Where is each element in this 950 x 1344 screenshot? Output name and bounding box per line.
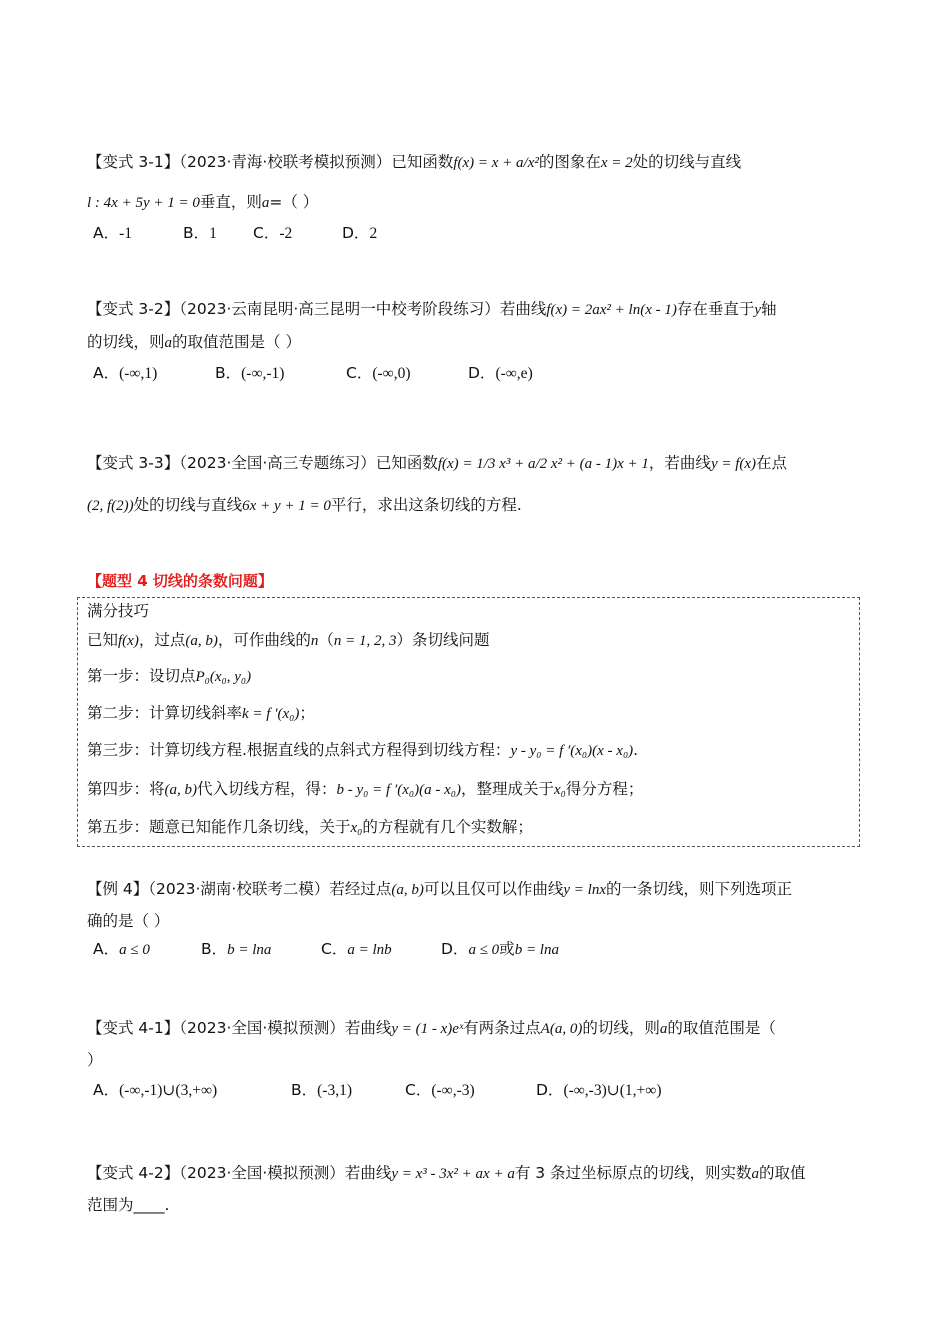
question-ex4-line2: 确的是（ ） [87, 912, 170, 930]
question-source: （2023·全国·模拟预测） [179, 1164, 345, 1182]
question-label: 【例 4】 [87, 880, 149, 898]
math-expression: f(x) = x + a/x² [453, 155, 539, 171]
question-source: （2023·全国·模拟预测） [179, 1019, 345, 1037]
question-label: 【变式 3-3】 [87, 454, 180, 472]
math-expression: y = lnx [563, 882, 606, 898]
question-v4-1-line1: 【变式 4-1】（2023·全国·模拟预测）若曲线y = (1 - x)eˣ有两条过点A(a, 0)的切线，则a的取值范围是（ [87, 1019, 776, 1037]
option-c[interactable]: C．(-∞,0) [346, 364, 411, 382]
math-expression: y [754, 302, 762, 318]
option-b[interactable]: B．(-∞,-1) [215, 364, 285, 382]
tips-line-1: 已知f(x)，过点(a, b)，可作曲线的n（n = 1, 2, 3）条切线问题 [87, 631, 490, 649]
tips-step-4: 第四步：将(a, b)代入切线方程，得：b - y₀ = f ′(x₀)(a - x₀)，整理成关于x₀得分方程； [87, 780, 644, 798]
math-expression: (2, f(2)) [87, 498, 134, 514]
question-source: （2023·云南昆明·高三昆明一中校考阶段练习） [179, 300, 500, 318]
tips-title: 满分技巧 [87, 602, 150, 620]
option-c[interactable]: C．(-∞,-3) [405, 1081, 475, 1099]
tips-step-1: 第一步：设切点P₀(x₀, y₀) [87, 667, 252, 685]
question-source: （2023·全国·高三专题练习） [179, 454, 376, 472]
question-label: 【变式 3-1】 [87, 153, 180, 171]
question-label: 【变式 4-2】 [87, 1164, 180, 1182]
question-v4-1-line2: ） [87, 1051, 103, 1069]
tips-step-3: 第三步：计算切线方程.根据直线的点斜式方程得到切线方程：y - y₀ = f ′(x₀)(x - x₀). [87, 741, 639, 759]
option-d[interactable]: D．a ≤ 0或b = lna [441, 940, 559, 958]
question-v4-2-line2: 范围为____. [87, 1196, 170, 1214]
math-expression: y = x³ - 3x² + ax + a [391, 1166, 515, 1182]
math-expression: y = (1 - x)eˣ [391, 1021, 464, 1037]
question-label: 【变式 3-2】 [87, 300, 180, 318]
question-source: （2023·青海·校联考模拟预测） [179, 153, 392, 171]
math-expression: a [751, 1166, 760, 1182]
math-expression: x = 2 [600, 155, 633, 171]
option-b[interactable]: B．(-3,1) [291, 1081, 353, 1099]
question-v3-3-line2: (2, f(2))处的切线与直线6x + y + 1 = 0平行，求出这条切线的方程. [87, 496, 522, 514]
question-v3-1-line1: 【变式 3-1】（2023·青海·校联考模拟预测）已知函数f(x) = x + a/x²的图象在x = 2处的切线与直线 [87, 153, 742, 171]
math-expression: l : 4x + 5y + 1 = 0 [87, 195, 200, 211]
math-expression: y = f(x) [710, 456, 757, 472]
option-d[interactable]: D．(-∞,-3)∪(1,+∞) [536, 1081, 662, 1099]
math-expression: a [164, 335, 173, 351]
question-v3-3-line1: 【变式 3-3】（2023·全国·高三专题练习）已知函数f(x) = 1/3 x³ + a/2 x² + (a - 1)x + 1，若曲线y = f(x)在点 [87, 454, 788, 472]
option-b[interactable]: B．1 [183, 224, 217, 242]
question-v3-2-line1: 【变式 3-2】（2023·云南昆明·高三昆明一中校考阶段练习）若曲线f(x) = 2ax² + ln(x - 1)存在垂直于y轴 [87, 300, 777, 318]
question-v3-1-line2: l : 4x + 5y + 1 = 0垂直，则a=（ ） [87, 193, 319, 211]
tips-step-2: 第二步：计算切线斜率k = f ′(x₀)； [87, 704, 315, 722]
question-v4-2-line1: 【变式 4-2】（2023·全国·模拟预测）若曲线y = x³ - 3x² + ax + a有 3 条过坐标原点的切线，则实数a的取值 [87, 1164, 806, 1182]
math-expression: a [261, 195, 270, 211]
math-expression: (a, b) [391, 882, 424, 898]
section-heading: 【题型 4 切线的条数问题】 [87, 572, 273, 590]
question-source: （2023·湖南·校联考二模） [148, 880, 330, 898]
question-ex4-line1: 【例 4】（2023·湖南·校联考二模）若经过点(a, b)可以且仅可以作曲线y = lnx的一条切线，则下列选项正 [87, 880, 793, 898]
option-a[interactable]: A．(-∞,-1)∪(3,+∞) [93, 1081, 218, 1099]
option-d[interactable]: D．2 [342, 224, 378, 242]
math-expression: f(x) = 2ax² + ln(x - 1) [546, 302, 677, 318]
option-a[interactable]: A．(-∞,1) [93, 364, 158, 382]
math-expression: A(a, 0) [540, 1021, 583, 1037]
option-a[interactable]: A．-1 [93, 224, 133, 242]
tips-step-5: 第五步：题意已知能作几条切线，关于x₀的方程就有几个实数解； [87, 818, 533, 836]
option-b[interactable]: B．b = lna [201, 940, 272, 958]
option-a[interactable]: A．a ≤ 0 [93, 940, 150, 958]
math-expression: 6x + y + 1 = 0 [242, 498, 331, 514]
question-v3-2-line2: 的切线，则a的取值范围是（ ） [87, 333, 301, 351]
option-c[interactable]: C．a = lnb [321, 940, 392, 958]
math-expression: f(x) = 1/3 x³ + a/2 x² + (a - 1)x + 1 [437, 456, 649, 472]
option-c[interactable]: C．-2 [253, 224, 293, 242]
option-d[interactable]: D．(-∞,e) [468, 364, 533, 382]
question-label: 【变式 4-1】 [87, 1019, 180, 1037]
math-expression: a [659, 1021, 668, 1037]
